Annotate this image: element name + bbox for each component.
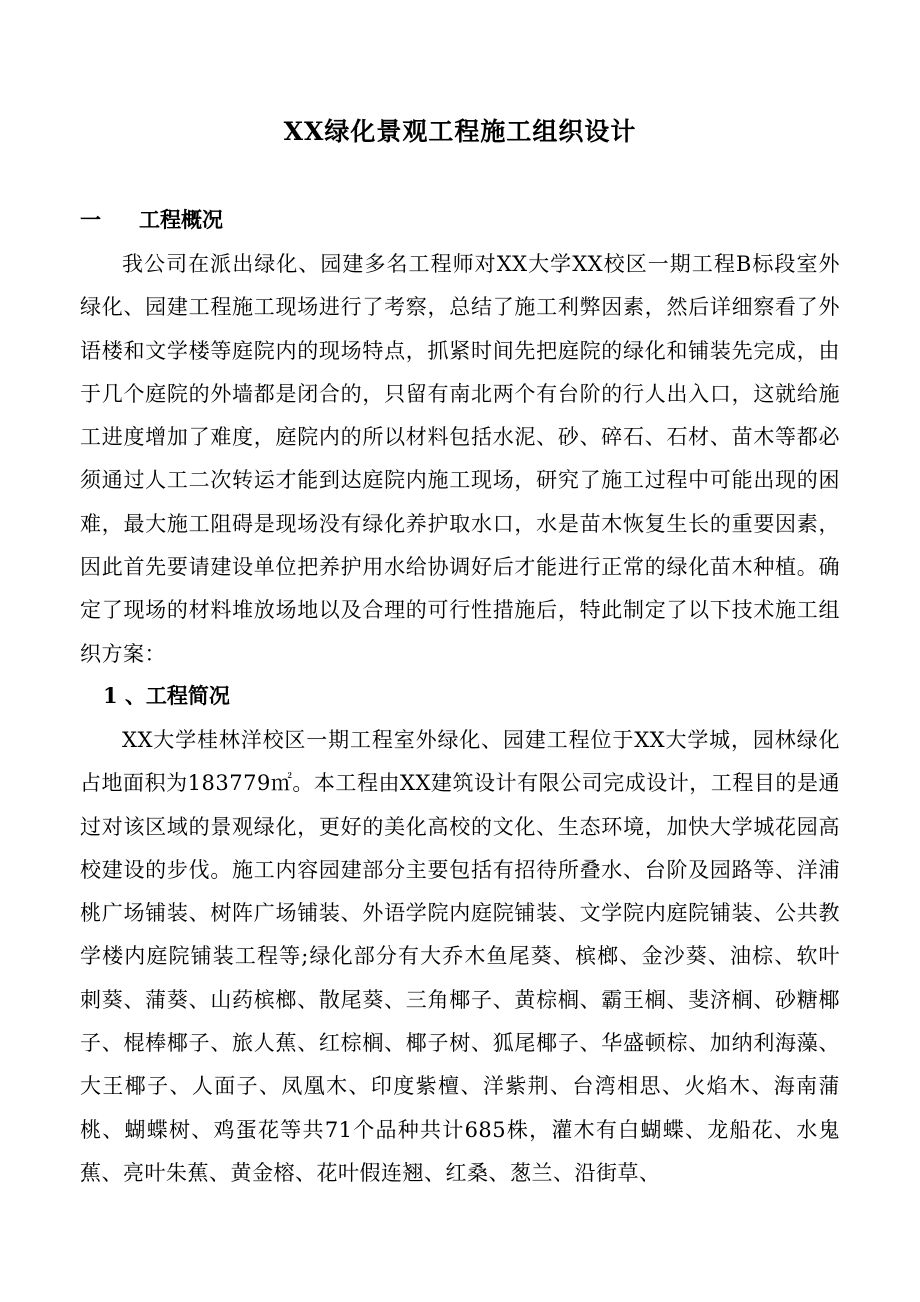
document-title: XX绿化景观工程施工组织设计 [283, 117, 637, 146]
subsection-paragraph: XX大学桂林洋校区一期工程室外绿化、园建工程位于XX大学城，园林绿化占地面积为183779㎡。本工程由XX建筑设计有限公司完成设计，工程目的是通过对该区域的景观绿化，更好的美化高校的文化、生态环境，加快大学城花园高校建设的步伐。施工内容园建部分主要包括有招待所叠水、台阶及园路等、洋浦桃广场铺装、树阵广场铺装、外语学院内庭院铺装、文学院内庭院铺装、公共教学楼内庭院铺装工程等;绿化部分有大乔木鱼尾葵、槟榔、金沙葵、油棕、软叶刺葵、蒲葵、山药槟榔、散尾葵、三角椰子、黄棕榈、霸王榈、斐济榈、砂糖椰子、棍棒椰子、旅人蕉、红棕榈、椰子树、狐尾椰子、华盛顿棕、加纳利海藻、大王椰子、人面子、凤凰木、印度紫檀、洋紫荆、台湾相思、火焰木、海南蒲桃、蝴蝶树、鸡蛋花等共71个品种共计685株，灌木有白蝴蝶、龙船花、水鬼蕉、亮叶朱蕉、黄金榕、花叶假连翘、红桑、葱兰、沿街草、 [80, 728, 840, 1185]
section-number: 一 [80, 207, 101, 232]
section-heading: 工程概况 [139, 207, 223, 232]
section-paragraph: 我公司在派出绿化、园建多名工程师对XX大学XX校区一期工程B标段室外绿化、园建工程施工现场进行了考察，总结了施工利弊因素，然后详细察看了外语楼和文学楼等庭院内的现场特点，抓紧时间先把庭院的绿化和铺装先完成，由于几个庭院的外墙都是闭合的，只留有南北两个有台阶的行人出入口，这就给施工进度增加了难度，庭院内的所以材料包括水泥、砂、碎石、石材、苗木等都必须通过人工二次转运才能到达庭院内施工现场，研究了施工过程中可能出现的困难，最大施工阻碍是现场没有绿化养护取水口，水是苗木恢复生长的重要因素，因此首先要请建设单位把养护用水给协调好后才能进行正常的绿化苗木种植。确定了现场的材料堆放场地以及合理的可行性措施后，特此制定了以下技术施工组织方案： [80, 252, 840, 666]
subsection-heading: 1 、工程简况 [103, 683, 230, 708]
